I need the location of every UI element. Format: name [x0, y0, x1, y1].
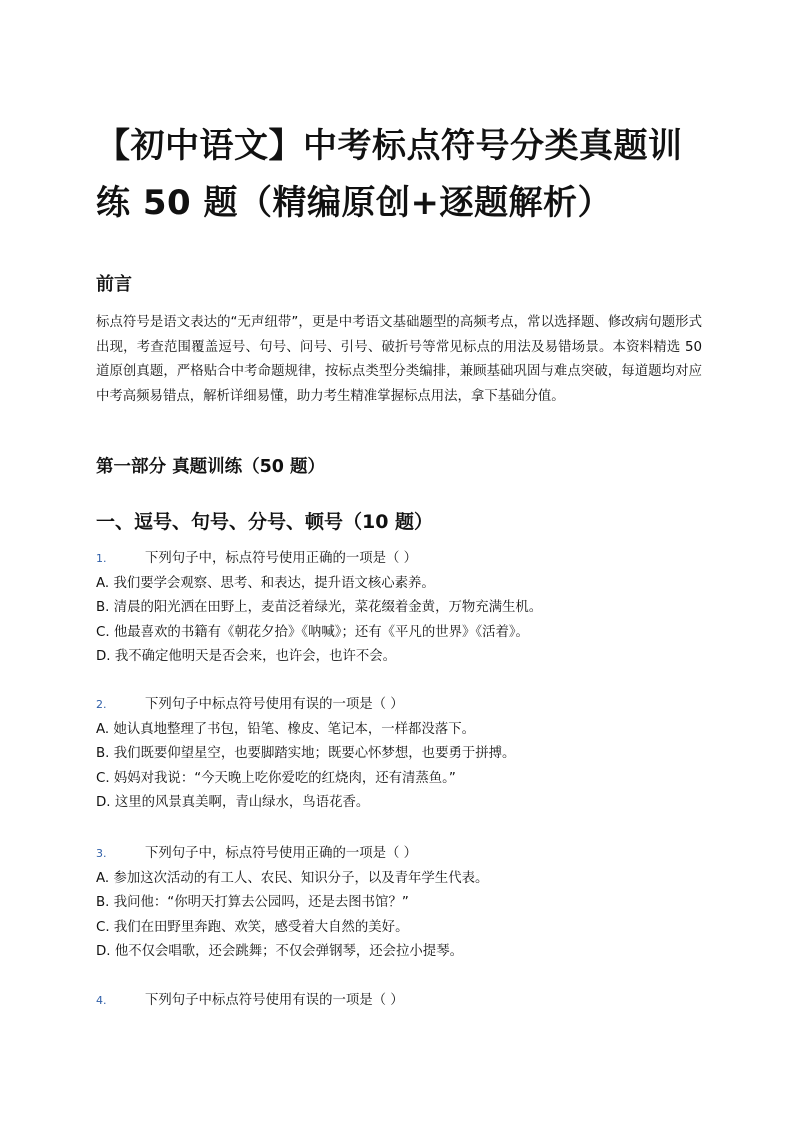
option-b: B. 我问他：“你明天打算去公园吗，还是去图书馆？” — [96, 895, 409, 910]
option-a: A. 我们要学会观察、思考、和表达，提升语文核心素养。 — [96, 575, 435, 591]
option-a: A. 参加这次活动的有工人、农民、知识分子，以及青年学生代表。 — [96, 870, 489, 886]
option-d: D. 我不确定他明天是否会来，也许会，也许不会。 — [96, 649, 397, 664]
question-3 — [96, 842, 702, 965]
question-number: 2. — [96, 698, 107, 711]
preface-heading: 前言 — [96, 274, 132, 295]
preface-paragraph: 标点符号是语文表达的“无声纽带”，更是中考语文基础题型的高频考点，常以选择题、修改病句题形式出现，考查范围覆盖逗号、句号、问号、引号、破折号等常见标点的用法及易错场景。本资料精选 50 道原创真题，严格贴合中考命题规律，按标点类型分类编排，兼顾基础巩固与难点突破，每道题均对应中考高频易错点，解析详细易懂，助力考生精准掌握标点用法，拿下基础分值。 — [96, 315, 702, 404]
option-b: B. 我们既要仰望星空，也要脚踏实地；既要心怀梦想，也要勇于拼搏。 — [96, 746, 516, 761]
section-heading: 一、逗号、句号、分号、顿号（10 题） — [96, 511, 434, 533]
question-stem — [96, 547, 702, 572]
option-d: D. 他不仅会唱歌，还会跳舞；不仅会弹钢琴，还会拉小提琴。 — [96, 944, 463, 959]
option-a: A. 她认真地整理了书包，铅笔、橡皮、笔记本，一样都没落下。 — [96, 721, 475, 737]
document-title: 【初中语文】中考标点符号分类真题训练 50 题（精编原创+逐题解析） — [96, 126, 683, 223]
option-c: C. 妈妈对我说：“今天晚上吃你爱吃的红烧肉，还有清蒸鱼。” — [96, 770, 456, 786]
question-2 — [96, 693, 702, 816]
option-d: D. 这里的风景真美啊，青山绿水，鸟语花香。 — [96, 795, 370, 810]
question-1 — [96, 547, 702, 670]
option-c: C. 我们在田野里奔跑、欢笑，感受着大自然的美好。 — [96, 919, 409, 935]
question-stem — [96, 693, 702, 718]
question-number: 3. — [96, 847, 107, 860]
question-4 — [96, 989, 702, 1014]
question-text: 下列句子中标点符号使用有误的一项是（ ） — [145, 993, 404, 1008]
question-text: 下列句子中，标点符号使用正确的一项是（ ） — [145, 551, 418, 566]
part-heading: 第一部分 真题训练（50 题） — [96, 457, 326, 477]
question-number: 1. — [96, 552, 107, 565]
question-stem — [96, 842, 702, 867]
option-c: C. 他最喜欢的书籍有《朝花夕拾》《呐喊》；还有《平凡的世界》《活着》。 — [96, 624, 529, 640]
question-text: 下列句子中标点符号使用有误的一项是（ ） — [145, 697, 404, 712]
question-number: 4. — [96, 994, 107, 1007]
question-text: 下列句子中，标点符号使用正确的一项是（ ） — [145, 846, 418, 861]
question-stem — [96, 989, 702, 1014]
option-b: B. 清晨的阳光洒在田野上，麦苗泛着绿光，菜花缀着金黄，万物充满生机。 — [96, 600, 543, 615]
